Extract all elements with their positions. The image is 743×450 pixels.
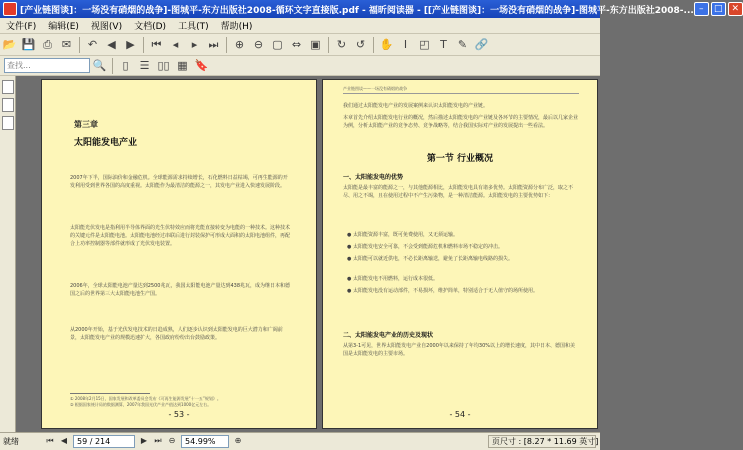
- last-page-icon[interactable]: ⏭: [154, 436, 162, 445]
- page-number: - 54 -: [449, 410, 471, 419]
- right-page: [322, 79, 598, 429]
- side-panel-strip: [0, 76, 16, 432]
- section-title: 第一节 行业概况: [426, 154, 494, 164]
- main-toolbar: [0, 34, 600, 56]
- single-page-icon[interactable]: ▯: [122, 59, 129, 72]
- page-size-readout: 页尺寸 : [8.27 * 11.69 英寸]: [488, 435, 596, 448]
- window-title: [产业链图谈]：一场没有硝烟的战争]-图城平-东方出版社2008-循环文字直接版.pdf - 福昕阅读器 - [[产业链图谈]：一场没有硝烟的战争]-图城平-东方出版社2008-...: [20, 5, 694, 16]
- bullet-item: ● 太阳能发电不用燃料，运行成本很低。: [347, 276, 438, 282]
- toolbar-separator: [143, 37, 144, 53]
- document-view[interactable]: [16, 76, 600, 432]
- paragraph: 2006年，全球太阳能电池产量达到2500兆瓦，我国太阳能电池产量达到438兆瓦，成为继日本和德国之后的世界第三大太阳能电池生产国。: [70, 283, 290, 297]
- running-head: 产业链图谈——一场没有硝烟的战争: [343, 86, 407, 91]
- typewriter-icon[interactable]: T: [440, 38, 447, 51]
- bullet-item: ● 太阳能可以就近供电，不必长距离输送，避免了长距离输电线路的损失。: [347, 256, 513, 262]
- paragraph: 我们通过太阳能发电产业的发展案例来认识太阳能发电的产业链。: [343, 103, 489, 109]
- menu-bar: [0, 18, 600, 34]
- zoom-field[interactable]: 54.99%: [181, 435, 229, 448]
- continuous-facing-icon[interactable]: ▦: [177, 59, 188, 72]
- menu-file[interactable]: 文件(F): [6, 22, 37, 32]
- subsection-title: 二、太阳能发电产业的历史及现状: [343, 332, 434, 339]
- menu-document[interactable]: 文档(D): [134, 22, 167, 32]
- bullet-item: ● 太阳能资源丰富，既可免费使用，又无须运输。: [347, 232, 458, 238]
- undo-icon[interactable]: ↶: [87, 38, 98, 51]
- status-bar: [0, 432, 600, 450]
- prev-page-icon[interactable]: ◂: [172, 38, 179, 51]
- toolbar-separator: [112, 58, 113, 74]
- chapter-title: 太阳能发电产业: [74, 138, 138, 148]
- bookmark-icon[interactable]: 🔖: [194, 59, 209, 72]
- left-page: [41, 79, 317, 429]
- close-button[interactable]: ✕: [728, 2, 743, 16]
- layers-tab[interactable]: [2, 116, 14, 130]
- footnote: ② 根据国家统计局的数据测算，2007年我国光伏产业产值达到1000亿元左右。: [70, 402, 212, 407]
- toolbar-separator: [373, 37, 374, 53]
- snapshot-icon[interactable]: ◰: [419, 38, 430, 51]
- zoom-out-icon[interactable]: ⊖: [253, 38, 264, 51]
- chapter-label: 第三章: [74, 120, 98, 129]
- paragraph: 从第3-1可见，世界太阳能发电产业自2000年以来保持了年均30%以上的增长速度，其中日本、德国和美国是太阳能发电的主要市场。: [343, 343, 576, 357]
- menu-tools[interactable]: 工具(T): [178, 22, 209, 32]
- toolbar-separator: [79, 37, 80, 53]
- actual-size-icon[interactable]: ▢: [272, 38, 283, 51]
- hand-tool-icon[interactable]: ✋: [379, 38, 394, 51]
- menu-edit[interactable]: 编辑(E): [48, 22, 79, 32]
- forward-icon[interactable]: ▶: [126, 38, 135, 51]
- rotate-left-icon[interactable]: ↺: [355, 38, 366, 51]
- secondary-toolbar: [0, 56, 600, 76]
- paragraph: 太阳能是最丰富的能源之一，与其他能源相比，太阳能发电具有诸多优势。太阳能资源分布广泛，取之不尽、用之不竭，且在使用过程中不产生污染物，是一种清洁能源。太阳能发电的主要优势如下：: [343, 185, 574, 199]
- thumbnails-tab[interactable]: [2, 98, 14, 112]
- header-rule: [343, 93, 579, 94]
- print-icon[interactable]: ⎙: [43, 37, 52, 51]
- zoom-out-icon[interactable]: ⊖: [168, 436, 176, 445]
- zoom-in-icon[interactable]: ⊕: [234, 436, 242, 445]
- page-number-field[interactable]: 59 / 214: [73, 435, 135, 448]
- next-page-icon[interactable]: ▸: [191, 38, 198, 51]
- menu-view[interactable]: 视图(V): [90, 22, 123, 32]
- back-icon[interactable]: ◀: [107, 38, 116, 51]
- paragraph: 太阳能光伏发电是指利用半导体界面的光生伏特效应而将光能直接转变为电能的一种技术。这种技术的关键元件是太阳能电池。太阳能电池经过串联后进行封装保护可形成大面积的太阳电池组件，再配合上功率控制器等部件就形成了光伏发电装置。: [70, 225, 291, 247]
- note-icon[interactable]: ✎: [457, 38, 468, 51]
- fit-width-icon[interactable]: ⇔: [291, 38, 302, 51]
- bullet-item: ● 太阳能发电安全可靠，不会受到能源危机和燃料市场不稳定的冲击。: [347, 244, 503, 250]
- paragraph: 2007年下半，国际油价和金融危机。全球能源需求持续增长，石化燃料日益枯竭，可再生能源的开发利用受到世界各国的高度重视。太阳能作为最清洁的能源之一，其发电产业进入快速发展阶段。: [70, 175, 288, 189]
- fit-page-icon[interactable]: ▣: [310, 38, 321, 51]
- first-page-icon[interactable]: ⏮: [46, 436, 54, 445]
- minimize-button[interactable]: –: [694, 2, 709, 16]
- footnote-rule: [70, 393, 150, 394]
- bookmarks-tab[interactable]: [2, 80, 14, 94]
- zoom-in-icon[interactable]: ⊕: [234, 38, 245, 51]
- search-icon[interactable]: 🔍: [92, 59, 107, 72]
- paragraph: 从2000年开始，基于光伏发电技术的日趋成熟，人们逐步认识到太阳能发电的巨大潜力和广阔前景，太阳能发电产业的规模迅速扩大，各国政府纷纷出台鼓励政策。: [70, 327, 283, 341]
- open-icon[interactable]: 📂: [2, 38, 17, 51]
- paragraph: 本章首先介绍太阳能发电行业的概况，然后描述太阳能发电的产业链及各环节的主要情况，最后以几家企业为例，分析太阳能产业的竞争态势、竞争战略等，结合我国实际对产业的发展提出一些看法。: [343, 115, 579, 129]
- toolbar-separator: [328, 37, 329, 53]
- prev-page-icon[interactable]: ◀: [60, 436, 68, 445]
- email-icon[interactable]: ✉: [61, 38, 72, 51]
- app-icon: [3, 2, 17, 16]
- subsection-title: 一、太阳能发电的优势: [343, 174, 404, 181]
- search-input[interactable]: [4, 58, 90, 73]
- save-icon[interactable]: 💾: [21, 38, 36, 51]
- last-page-icon[interactable]: ⏭: [208, 37, 219, 51]
- select-text-icon[interactable]: Ⅰ: [403, 38, 408, 51]
- status-text: 就绪: [3, 437, 19, 446]
- page-number: - 53 -: [168, 410, 190, 419]
- rotate-icon[interactable]: ↻: [336, 38, 347, 51]
- title-bar: [0, 0, 740, 18]
- toolbar-separator: [226, 37, 227, 53]
- continuous-icon[interactable]: ☰: [139, 59, 150, 72]
- first-page-icon[interactable]: ⏮: [151, 37, 162, 51]
- menu-help[interactable]: 帮助(H): [220, 22, 253, 32]
- bullet-item: ● 太阳能发电没有运动部件，不易损坏，维护简单，特别适合于无人值守的场所使用。: [347, 288, 538, 294]
- link-icon[interactable]: 🔗: [474, 38, 489, 51]
- facing-icon[interactable]: ▯▯: [157, 59, 170, 72]
- footnote: ① 2008年2月15日，国家发展和改革委员会发布《可再生能源发展“十一五”规划》。: [70, 396, 221, 401]
- maximize-button[interactable]: □: [711, 2, 726, 16]
- next-page-icon[interactable]: ▶: [140, 436, 148, 445]
